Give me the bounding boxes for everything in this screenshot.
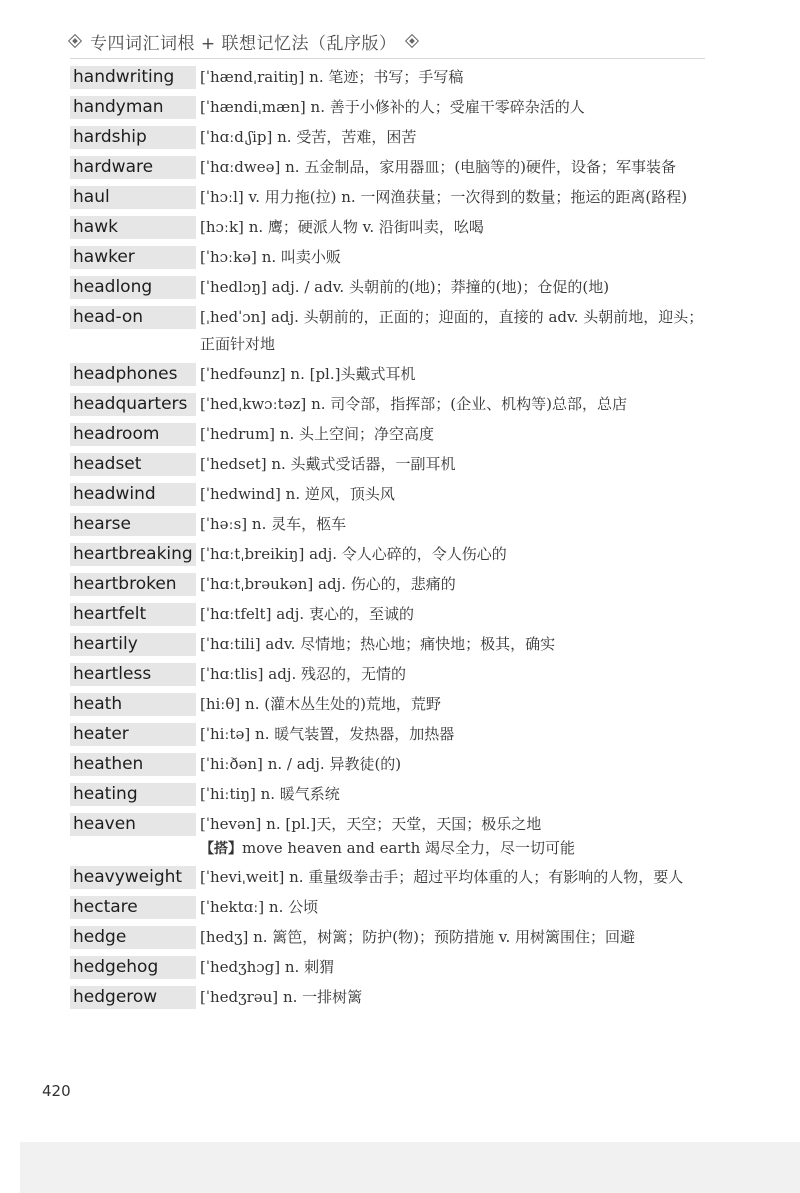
headword: headlong: [70, 276, 196, 299]
phonetic: [ˈhɑːtili]: [200, 635, 261, 653]
phonetic: [ˈhedlɔŋ]: [200, 278, 267, 296]
vocab-entry: [70, 363, 710, 388]
vocab-entry: [70, 96, 710, 121]
definition-text: n. 笔迹；书写；手写稿: [309, 68, 464, 86]
definition-text: adj. 伤心的，悲痛的: [318, 575, 456, 593]
vocab-entry: [70, 423, 710, 448]
vocab-entry: [70, 66, 710, 91]
entry-definition: [200, 631, 710, 658]
vocab-entry: [70, 573, 710, 598]
phonetic: [ˈhedrum]: [200, 425, 276, 443]
vocab-entry: [70, 896, 710, 921]
phonetic: [ˈheviˌweit]: [200, 868, 285, 886]
headword: head-on: [70, 306, 196, 329]
vocab-entry: [70, 723, 710, 748]
phonetic: [hiːθ]: [200, 695, 241, 713]
vocab-entry: [70, 663, 710, 688]
entry-definition: [200, 124, 710, 151]
phonetic: [ˈhɔːl]: [200, 188, 244, 206]
definition-text: adj. / adv. 头朝前的(地)；莽撞的(地)；仓促的(地): [271, 278, 610, 296]
entry-definition: [200, 864, 710, 891]
headword: hedgerow: [70, 986, 196, 1009]
phonetic: [ˈhɑːtˌbreikiŋ]: [200, 545, 305, 563]
header-title: 专四词汇词根 + 联想记忆法（乱序版）: [90, 33, 397, 54]
phonetic: [ˈhektɑː]: [200, 898, 265, 916]
header-rule: [70, 58, 705, 59]
headword: heavyweight: [70, 866, 196, 889]
headword: hedge: [70, 926, 196, 949]
definition-text: adj. 衷心的，至诚的: [276, 605, 414, 623]
collocation-text: move heaven and earth 竭尽全力，尽一切可能: [242, 839, 576, 857]
vocab-entry: [70, 753, 710, 778]
phonetic: [ˈhəːs]: [200, 515, 248, 533]
headword: heathen: [70, 753, 196, 776]
vocab-entry: [70, 926, 710, 951]
vocab-entry: [70, 453, 710, 478]
entry-definition: [200, 541, 710, 568]
headword: hedgehog: [70, 956, 196, 979]
phonetic: [ˈhedfəunz]: [200, 365, 286, 383]
collocation: [200, 836, 710, 861]
definition-text: adv. 尽情地；热心地；痛快地；极其，确实: [265, 635, 556, 653]
diamond-right-icon: [404, 34, 418, 48]
entry-definition: [200, 391, 710, 418]
entry-definition: [200, 154, 710, 181]
entry-definition: [200, 954, 710, 981]
headword: handwriting: [70, 66, 196, 89]
vocab-entry: [70, 986, 710, 1011]
phonetic: [ˈhedwind]: [200, 485, 281, 503]
vocab-entry: [70, 276, 710, 301]
diamond-left-icon: [68, 34, 82, 48]
vocab-entry: [70, 156, 710, 181]
definition-text: n. 公顷: [268, 898, 319, 916]
entry-definition: [200, 451, 710, 478]
definition-text: n. 叫卖小贩: [261, 248, 341, 266]
entry-definition: [200, 894, 710, 921]
definition-text: n. 善于小修补的人；受雇干零碎杂活的人: [310, 98, 585, 116]
phonetic: [ˈhiːtiŋ]: [200, 785, 256, 803]
vocab-entry: [70, 186, 710, 211]
entry-definition: [200, 244, 710, 271]
vocab-entry: [70, 513, 710, 538]
entry-definition: [200, 721, 710, 748]
headword: haul: [70, 186, 196, 209]
entry-definition: [200, 571, 710, 598]
definition-text: n. 篱笆，树篱；防护(物)；预防措施 v. 用树篱围住；回避: [253, 928, 635, 946]
headword: heating: [70, 783, 196, 806]
entry-definition: [200, 481, 710, 508]
headword: heartfelt: [70, 603, 196, 626]
entry-definition: [200, 601, 710, 628]
definition-text: adj. 令人心碎的，令人伤心的: [309, 545, 507, 563]
entry-definition: [200, 304, 710, 358]
headword: headwind: [70, 483, 196, 506]
definition-text: n. 暖气系统: [260, 785, 340, 803]
vocabulary-list: [70, 66, 710, 1016]
phonetic: [ˌhedˈɔn]: [200, 308, 267, 326]
definition-text: n. / adj. 异教徒(的): [267, 755, 402, 773]
definition-text: n. 灵车，柩车: [251, 515, 347, 533]
headword: heartbroken: [70, 573, 196, 596]
definition-text: adj. 残忍的，无情的: [268, 665, 406, 683]
entry-definition: [200, 274, 710, 301]
headword: hawk: [70, 216, 196, 239]
definition-text: n. 头戴式受话器，一副耳机: [271, 455, 456, 473]
page-number: 420: [42, 1082, 71, 1100]
vocab-entry: [70, 956, 710, 981]
entry-definition: [200, 214, 710, 241]
phonetic: [ˈhɔːkə]: [200, 248, 257, 266]
phonetic: [ˈhɑːtˌbrəukən]: [200, 575, 314, 593]
definition-text: n. 重量级拳击手；超过平均体重的人；有影响的人物，要人: [289, 868, 684, 886]
phonetic: [ˈhevən]: [200, 815, 262, 833]
headword: heaven: [70, 813, 196, 836]
phonetic: [ˈhedʒhɔg]: [200, 958, 281, 976]
phonetic: [ˈhændiˌmæn]: [200, 98, 306, 116]
definition-text: n. 五金制品，家用器皿；(电脑等的)硬件，设备；军事装备: [285, 158, 677, 176]
vocab-entry: [70, 126, 710, 151]
headword: hawker: [70, 246, 196, 269]
vocab-entry: [70, 813, 710, 861]
headword: headroom: [70, 423, 196, 446]
headword: handyman: [70, 96, 196, 119]
headword: headphones: [70, 363, 196, 386]
entry-definition: [200, 361, 710, 388]
collocation-tag: 【搭】: [200, 841, 242, 857]
headword: hearse: [70, 513, 196, 536]
vocab-entry: [70, 216, 710, 241]
definition-text: n. 受苦，苦难，困苦: [277, 128, 417, 146]
entry-definition: [200, 691, 710, 718]
entry-definition: [200, 811, 710, 861]
entry-definition: [200, 781, 710, 808]
entry-definition: [200, 421, 710, 448]
entry-definition: [200, 94, 710, 121]
phonetic: [ˈhɑːtfelt]: [200, 605, 272, 623]
definition-text: n. 刺猬: [284, 958, 335, 976]
definition-text: n. 一排树篱: [282, 988, 363, 1006]
definition-text: v. 用力拖(拉) n. 一网渔获量；一次得到的数量；拖运的距离(路程): [248, 188, 688, 206]
vocab-entry: [70, 246, 710, 271]
vocab-entry: [70, 306, 710, 358]
entry-definition: [200, 924, 710, 951]
vocab-entry: [70, 393, 710, 418]
headword: heath: [70, 693, 196, 716]
vocab-entry: [70, 866, 710, 891]
page-header: [70, 22, 417, 60]
definition-text: n. [pl.]天，天空；天堂，天国；极乐之地: [266, 815, 542, 833]
entry-definition: [200, 184, 710, 211]
headword: heartbreaking: [70, 543, 196, 566]
phonetic: [hedʒ]: [200, 928, 249, 946]
entry-definition: [200, 984, 710, 1011]
vocab-entry: [70, 543, 710, 568]
definition-text: n. 鹰；硬派人物 v. 沿街叫卖，吆喝: [248, 218, 484, 236]
headword: headset: [70, 453, 196, 476]
phonetic: [ˈhændˌraitiŋ]: [200, 68, 305, 86]
phonetic: [ˈhiːðən]: [200, 755, 263, 773]
phonetic: [ˈhedset]: [200, 455, 267, 473]
headword: headquarters: [70, 393, 196, 416]
phonetic: [hɔːk]: [200, 218, 244, 236]
phonetic: [ˈhiːtə]: [200, 725, 251, 743]
headword: heater: [70, 723, 196, 746]
entry-definition: [200, 751, 710, 778]
definition-text: n. 暖气装置，发热器，加热器: [255, 725, 455, 743]
headword: hardship: [70, 126, 196, 149]
headword: heartily: [70, 633, 196, 656]
headword: hardware: [70, 156, 196, 179]
headword: heartless: [70, 663, 196, 686]
vocab-entry: [70, 603, 710, 628]
vocab-entry: [70, 783, 710, 808]
vocab-entry: [70, 693, 710, 718]
vocab-entry: [70, 483, 710, 508]
definition-text: n. [pl.]头戴式耳机: [290, 365, 416, 383]
definition-text: n. 司令部，指挥部；(企业、机构等)总部，总店: [311, 395, 627, 413]
entry-definition: [200, 511, 710, 538]
phonetic: [ˈhɑːdweə]: [200, 158, 281, 176]
phonetic: [ˈhɑːtlis]: [200, 665, 264, 683]
phonetic: [ˈhedˌkwɔːtəz]: [200, 395, 307, 413]
phonetic: [ˈhɑːdˌʃip]: [200, 128, 273, 146]
vocab-entry: [70, 633, 710, 658]
page-edge: [20, 1142, 800, 1193]
definition-text: n. 头上空间；净空高度: [279, 425, 435, 443]
entry-definition: [200, 64, 710, 91]
definition-text: adj. 头朝前的，正面的；迎面的，直接的 adv. 头朝前地，迎头；正面针对地: [200, 308, 704, 353]
entry-definition: [200, 661, 710, 688]
phonetic: [ˈhedʒrəu]: [200, 988, 279, 1006]
definition-text: n. (灌木丛生处的)荒地，荒野: [245, 695, 441, 713]
headword: hectare: [70, 896, 196, 919]
definition-text: n. 逆风，顶头风: [285, 485, 395, 503]
